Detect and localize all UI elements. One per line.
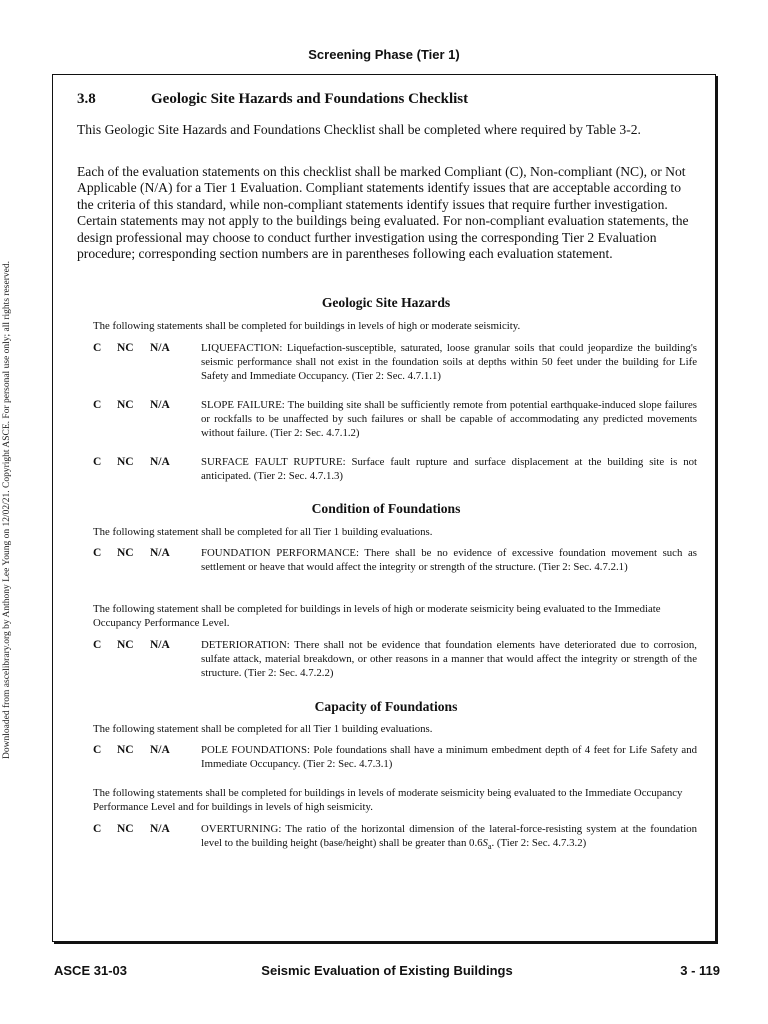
side-note-text: Downloaded from ascelibrary.org by Anthony Lee Young on 12/02/21. Copyright ASCE. For personal use only; all rights reserved.: [2, 261, 12, 759]
section-heading: [77, 91, 468, 108]
section-number: 3.8: [77, 91, 96, 107]
option-nc[interactable]: NC: [117, 744, 134, 756]
checklist-item-pole-foundations: [93, 743, 697, 771]
checklist-item-overturning: [93, 822, 697, 854]
option-c[interactable]: C: [93, 342, 102, 354]
checklist-item-deterioration: [93, 638, 697, 680]
page-footer: [54, 963, 720, 981]
option-na[interactable]: N/A: [150, 399, 170, 411]
option-c[interactable]: C: [93, 639, 102, 651]
checklist-item-foundation-performance: [93, 546, 697, 574]
intro-paragraph-1: This Geologic Site Hazards and Foundations Checklist shall be completed where required by Table 3-2.: [77, 122, 641, 137]
option-nc[interactable]: NC: [117, 823, 134, 835]
item-text: LIQUEFACTION: Liquefaction-susceptible, saturated, loose granular soils that could jeopardize the building's seismic performance shall not exist in the foundation soils at depths within 50 feet under the building for Life Safety and Immediate Occupancy. (Tier 2: Sec. 4.7.1.1): [201, 342, 697, 382]
item-text: [201, 822, 697, 854]
option-na[interactable]: N/A: [150, 342, 170, 354]
checklist-item-liquefaction: [93, 341, 697, 383]
item-text: FOUNDATION PERFORMANCE: There shall be no evidence of excessive foundation movement such as settlement or heave that would affect the integrity or strength of the structure. (Tier 2: Sec. 4.7.2.1): [201, 547, 697, 573]
item-text: DETERIORATION: There shall not be evidence that foundation elements have deteriorated due to corrosion, sulfate attack, material breakdown, or other reasons in a manner that would affect the integrity or strength of the structure. (Tier 2: Sec. 4.7.2.2): [201, 639, 697, 679]
option-c[interactable]: C: [93, 744, 102, 756]
option-c[interactable]: C: [93, 456, 102, 468]
option-na[interactable]: N/A: [150, 744, 170, 756]
condition-heading: Condition of Foundations: [311, 501, 461, 516]
condition-intro-1: The following statement shall be completed for all Tier 1 building evaluations.: [93, 526, 433, 538]
overturning-text-start: OVERTURNING: The ratio of the horizontal dimension of the lateral-force-resisting system at the foundation level to the building height (base/height) shall be greater than 0.6: [201, 823, 697, 849]
intro-paragraph-2: Each of the evaluation statements on this checklist shall be marked Compliant (C), Non-compliant (NC), or Not Applicable (N/A) for a Tier 1 Evaluation. Compliant statements identify issues that are acceptable according to the criteria of this standard, while non-compliant statements identify issues that require further investigation. Certain statements may not apply to the buildings being evaluated. For non-compliant evaluation statements, the design professional may choose to conduct further investigation using the corresponding Tier 2 Evaluation procedure; corresponding section numbers are in parentheses following each evaluation statement.: [77, 164, 689, 262]
option-na[interactable]: N/A: [150, 456, 170, 468]
option-c[interactable]: C: [93, 399, 102, 411]
option-c[interactable]: C: [93, 823, 102, 835]
item-text: POLE FOUNDATIONS: Pole foundations shall have a minimum embedment depth of 4 feet for Life Safety and Immediate Occupancy. (Tier 2: Sec. 4.7.3.1): [201, 744, 697, 770]
footer-standard: ASCE 31-03: [54, 963, 127, 978]
seismic-subscript: a: [487, 842, 492, 852]
capacity-intro-1: The following statement shall be completed for all Tier 1 building evaluations.: [93, 723, 433, 735]
option-nc[interactable]: NC: [117, 342, 134, 354]
condition-intro-2: The following statement shall be completed for buildings in levels of high or moderate seismicity being evaluated to the Immediate Occupancy Performance Level.: [93, 603, 661, 629]
geologic-intro: The following statements shall be completed for buildings in levels of high or moderate seismicity.: [93, 320, 521, 332]
option-na[interactable]: N/A: [150, 639, 170, 651]
option-nc[interactable]: NC: [117, 547, 134, 559]
capacity-intro-2: The following statements shall be completed for buildings in levels of moderate seismicity being evaluated to the Immediate Occupancy Performance Level and for buildings in levels of high seismicity.: [93, 787, 683, 813]
geologic-heading: Geologic Site Hazards: [321, 295, 451, 310]
option-na[interactable]: N/A: [150, 823, 170, 835]
page-number: 3 - 119: [680, 963, 720, 978]
option-nc[interactable]: NC: [117, 639, 134, 651]
seismic-symbol: S: [482, 837, 488, 849]
capacity-heading: Capacity of Foundations: [314, 699, 458, 714]
running-head: Screening Phase (Tier 1): [308, 47, 460, 62]
checklist-item-slope-failure: [93, 398, 697, 440]
item-text: SURFACE FAULT RUPTURE: Surface fault rupture and surface displacement at the building site is not anticipated. (Tier 2: Sec. 4.7.1.3): [201, 456, 697, 482]
option-na[interactable]: N/A: [150, 547, 170, 559]
checklist-item-surface-fault-rupture: [93, 455, 697, 483]
option-nc[interactable]: NC: [117, 456, 134, 468]
overturning-text-end: . (Tier 2: Sec. 4.7.3.2): [491, 837, 587, 849]
section-title: Geologic Site Hazards and Foundations Checklist: [151, 91, 469, 107]
option-nc[interactable]: NC: [117, 399, 134, 411]
footer-title: Seismic Evaluation of Existing Buildings: [261, 963, 513, 978]
option-c[interactable]: C: [93, 547, 102, 559]
item-text: SLOPE FAILURE: The building site shall be sufficiently remote from potential earthquake-induced slope failures or rockfalls to be unaffected by such failures or shall be capable of accommodating any predicted movements without failure. (Tier 2: Sec. 4.7.1.2): [201, 399, 697, 439]
